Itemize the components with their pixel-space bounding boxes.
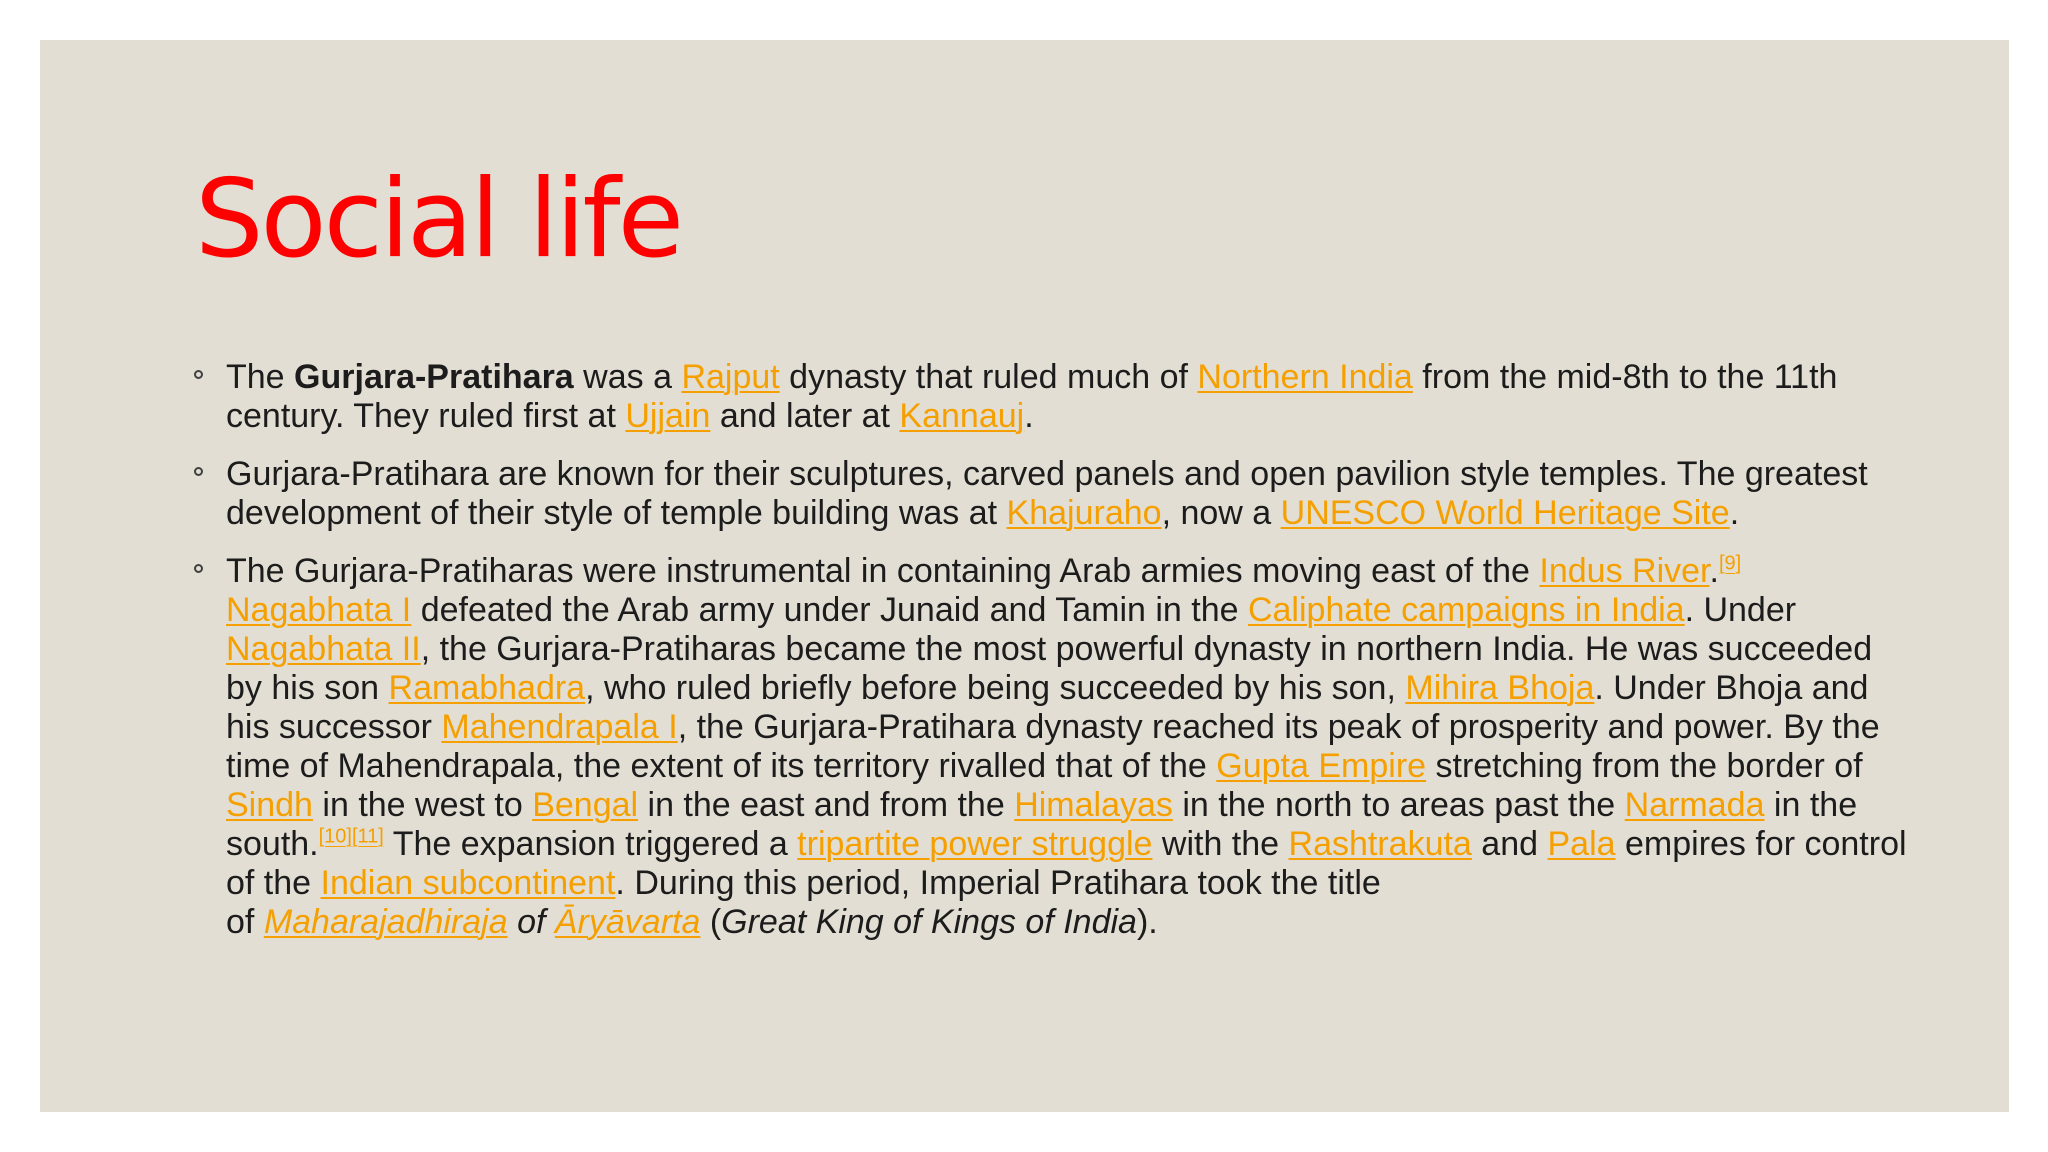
text: with the <box>1152 825 1289 863</box>
link-bengal[interactable]: Bengal <box>532 786 639 824</box>
bullet-item-dynasty <box>226 358 1911 436</box>
text: ). <box>1136 903 1158 941</box>
text: Gurjara-Pratihara are known for their sculptures, carved panels and open pavilion style temples. The greatest development of their style of temple building was at <box>226 455 1868 532</box>
bullet-list <box>226 358 1911 961</box>
text: in the north to areas past the <box>1172 786 1625 824</box>
link-ujjain[interactable]: Ujjain <box>625 397 711 435</box>
text: was a <box>573 358 682 396</box>
link-northern-india[interactable]: Northern India <box>1197 358 1413 396</box>
text: dynasty that ruled much of <box>779 358 1198 396</box>
text: The expansion triggered a <box>383 825 798 863</box>
link-maharajadhiraja[interactable]: Maharajadhiraja <box>263 903 508 941</box>
citation-link[interactable]: [9] <box>1718 552 1742 575</box>
text: . <box>1709 552 1719 590</box>
link-mihira-bhoja[interactable]: Mihira Bhoja <box>1405 669 1595 707</box>
slide <box>40 40 2009 1112</box>
link-unesco-world-heritage-site[interactable]: UNESCO World Heritage Site <box>1280 494 1730 532</box>
text: . <box>1024 397 1034 435</box>
slide-title: Social life <box>195 157 682 282</box>
text: and <box>1471 825 1548 863</box>
citation-9 <box>1719 553 1741 575</box>
link-sindh[interactable]: Sindh <box>226 786 313 824</box>
text: , the Gurjara-Pratihara dynasty reached its peak of prosperity and power. By the time of Mahendrapala, the extent of its territory rivalled that of the <box>226 708 1880 785</box>
link-aryavarta[interactable]: Āryāvarta <box>554 903 701 941</box>
text: The <box>226 358 295 396</box>
text: of <box>507 903 555 941</box>
link-nagabhata-ii[interactable]: Nagabhata II <box>226 630 421 668</box>
citation-link[interactable]: [10] <box>318 825 352 848</box>
text: The Gurjara-Pratiharas were instrumental in containing Arab armies moving east of the <box>226 552 1540 590</box>
link-caliphate-campaigns-in-india[interactable]: Caliphate campaigns in India <box>1247 591 1685 629</box>
text: from the mid-8th to the 11th century. They ruled first at <box>226 358 1838 435</box>
text: , who ruled briefly before being succeeded by his son, <box>585 669 1406 707</box>
bullet-circle-icon <box>194 467 203 476</box>
link-khajuraho[interactable]: Khajuraho <box>1006 494 1162 532</box>
text: , now a <box>1161 494 1281 532</box>
bullet-circle-icon <box>194 564 203 573</box>
bullet-item-temples <box>226 455 1911 533</box>
text: empires for control of the <box>226 825 1907 902</box>
bold-term: Gurjara-Pratihara <box>294 358 574 396</box>
bullet-circle-icon <box>194 370 203 379</box>
link-indus-river[interactable]: Indus River <box>1539 552 1710 590</box>
text: in the south. <box>226 786 1858 863</box>
citation-10-11 <box>319 826 384 848</box>
text: and later at <box>710 397 900 435</box>
link-indian-subcontinent[interactable]: Indian subcontinent <box>320 864 616 902</box>
text: . <box>1729 494 1740 532</box>
text: defeated the Arab army under Junaid and Tamin in the <box>411 591 1248 629</box>
link-mahendrapala-i[interactable]: Mahendrapala I <box>441 708 678 746</box>
italic-title <box>264 903 701 941</box>
link-tripartite-power-struggle[interactable]: tripartite power struggle <box>797 825 1153 863</box>
text: . During this period, Imperial Pratihara took the title <box>615 864 1381 902</box>
text: , the Gurjara-Pratiharas became the most powerful dynasty in northern India. He was succeeded by his son <box>226 630 1873 707</box>
text: stretching from the border of <box>1426 747 1863 785</box>
link-rashtrakuta[interactable]: Rashtrakuta <box>1288 825 1472 863</box>
text: of <box>226 903 264 941</box>
link-narmada[interactable]: Narmada <box>1624 786 1765 824</box>
text: in the west to <box>312 786 533 824</box>
link-ramabhadra[interactable]: Ramabhadra <box>388 669 586 707</box>
text: in the east and from the <box>638 786 1015 824</box>
link-nagabhata-i[interactable]: Nagabhata I <box>226 591 412 629</box>
citation-link[interactable]: [11] <box>351 825 384 848</box>
text: . Under <box>1684 591 1797 629</box>
text: . Under Bhoja and his successor <box>226 669 1869 746</box>
link-kannauj[interactable]: Kannauj <box>899 397 1025 435</box>
italic-translation: Great King of Kings of India <box>721 903 1137 941</box>
link-gupta-empire[interactable]: Gupta Empire <box>1216 747 1427 785</box>
text: ( <box>700 903 722 941</box>
link-pala[interactable]: Pala <box>1547 825 1616 863</box>
link-rajput[interactable]: Rajput <box>681 358 780 396</box>
bullet-item-expansion <box>226 552 1911 942</box>
link-himalayas[interactable]: Himalayas <box>1014 786 1173 824</box>
